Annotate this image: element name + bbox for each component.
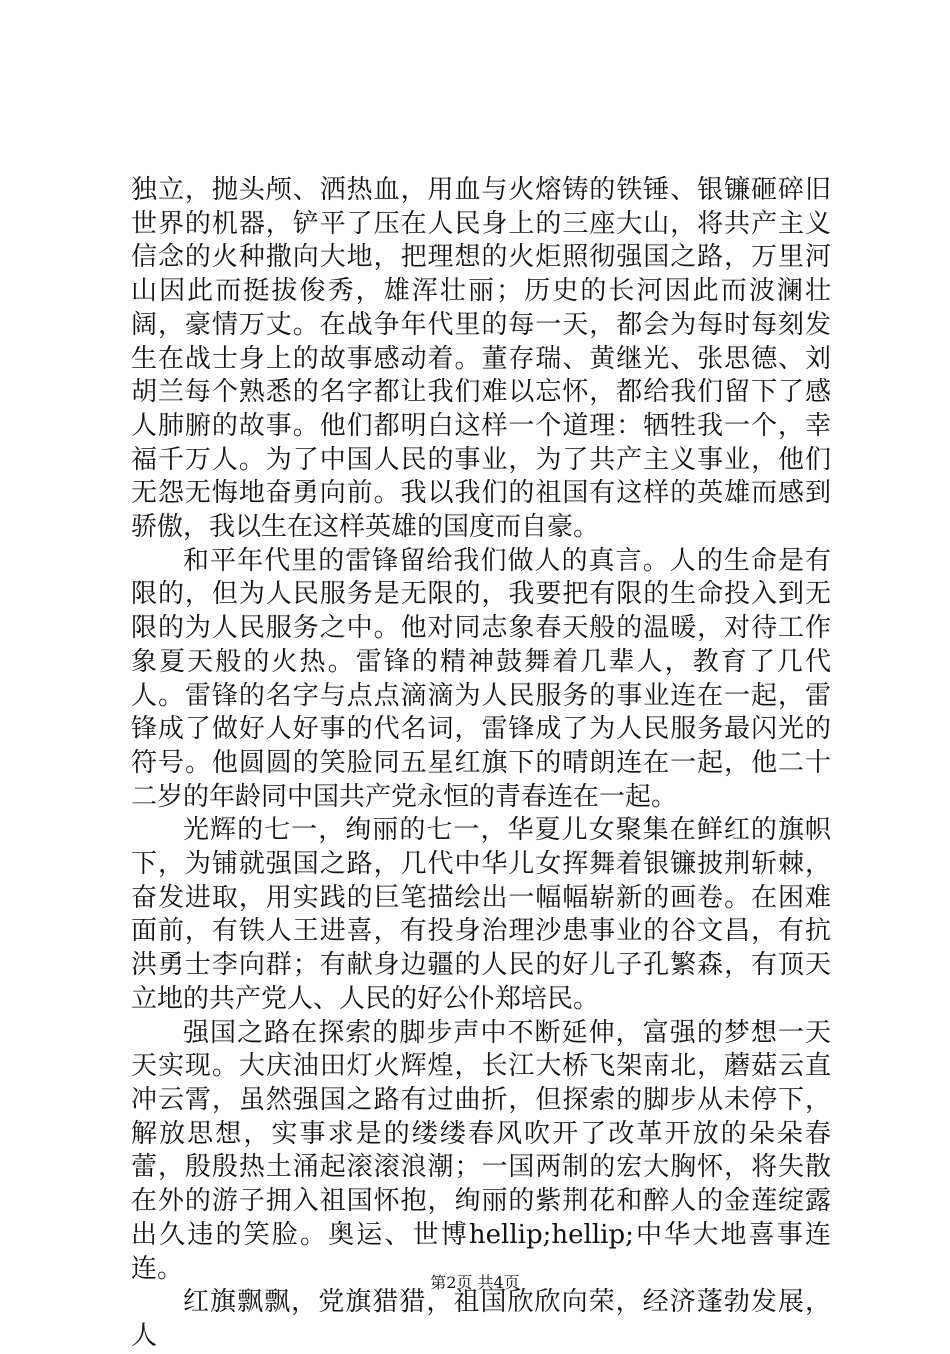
paragraph-1: 独立，抛头颅、洒热血，用血与火熔铸的铁锤、银镰砸碎旧世界的机器，铲平了压在人民身上的三座大山，将共产主义信念的火种撒向大地，把理想的火炬照彻强国之路，万里河山因此而挺拔俊秀，雄浑壮丽；历史的长河因此而波澜壮阔，豪情万丈。在战争年代里的每一天，都会为每时每刻发生在战士身上的故事感动着。董存瑞、黄继光、张思德、刘胡兰每个熟悉的名字都让我们难以忘怀，都给我们留下了感人肺腑的故事。他们都明白这样一个道理：牺牲我一个，幸福千万人。为了中国人民的事业，为了共产主义事业，他们无怨无悔地奋勇向前。我以我们的祖国有这样的英雄而感到骄傲，我以生在这样英雄的国度而自豪。 — [131, 175, 831, 543]
document-body — [131, 174, 831, 1354]
page-number-footer: 第2页 共4页 — [430, 1273, 520, 1292]
paragraph-5: 红旗飘飘，党旗猎猎，祖国欣欣向荣，经济蓬勃发展，人 — [131, 1287, 831, 1351]
paragraph-3: 光辉的七一，绚丽的七一，华夏儿女聚集在鲜红的旗帜下，为铺就强国之路，几代中华儿女挥舞着银镰披荆斩棘，奋发进取，用实践的巨笔描绘出一幅幅崭新的画卷。在困难面前，有铁人王进喜，有投身治理沙患事业的谷文昌，有抗洪勇士李向群；有献身边疆的人民的好儿子孔繁森，有顶天立地的共产党人、人民的好公仆郑培民。 — [131, 815, 831, 1014]
paragraph-4: 强国之路在探索的脚步声中不断延伸，富强的梦想一天天实现。大庆油田灯火辉煌，长江大桥飞架南北，蘑菇云直冲云霄，虽然强国之路有过曲折，但探索的脚步从未停下，解放思想，实事求是的缕缕春风吹开了改革开放的朵朵春蕾，殷殷热土涌起滚滚浪潮；一国两制的宏大胸怀，将失散在外的游子拥入祖国怀抱，绚丽的紫荆花和醉人的金莲绽露出久违的笑脸。奥运、世博hellip;hellip;中华大地喜事连连。 — [131, 1017, 831, 1284]
paragraph-2: 和平年代里的雷锋留给我们做人的真言。人的生命是有限的，但为人民服务是无限的，我要把有限的生命投入到无限的为人民服务之中。他对同志象春天般的温暖，对待工作象夏天般的火热。雷锋的精神鼓舞着几辈人，教育了几代人。雷锋的名字与点点滴滴为人民服务的事业连在一起，雷锋成了做好人好事的代名词，雷锋成了为人民服务最闪光的符号。他圆圆的笑脸同五星红旗下的晴朗连在一起，他二十二岁的年龄同中国共产党永恒的青春连在一起。 — [131, 545, 831, 812]
